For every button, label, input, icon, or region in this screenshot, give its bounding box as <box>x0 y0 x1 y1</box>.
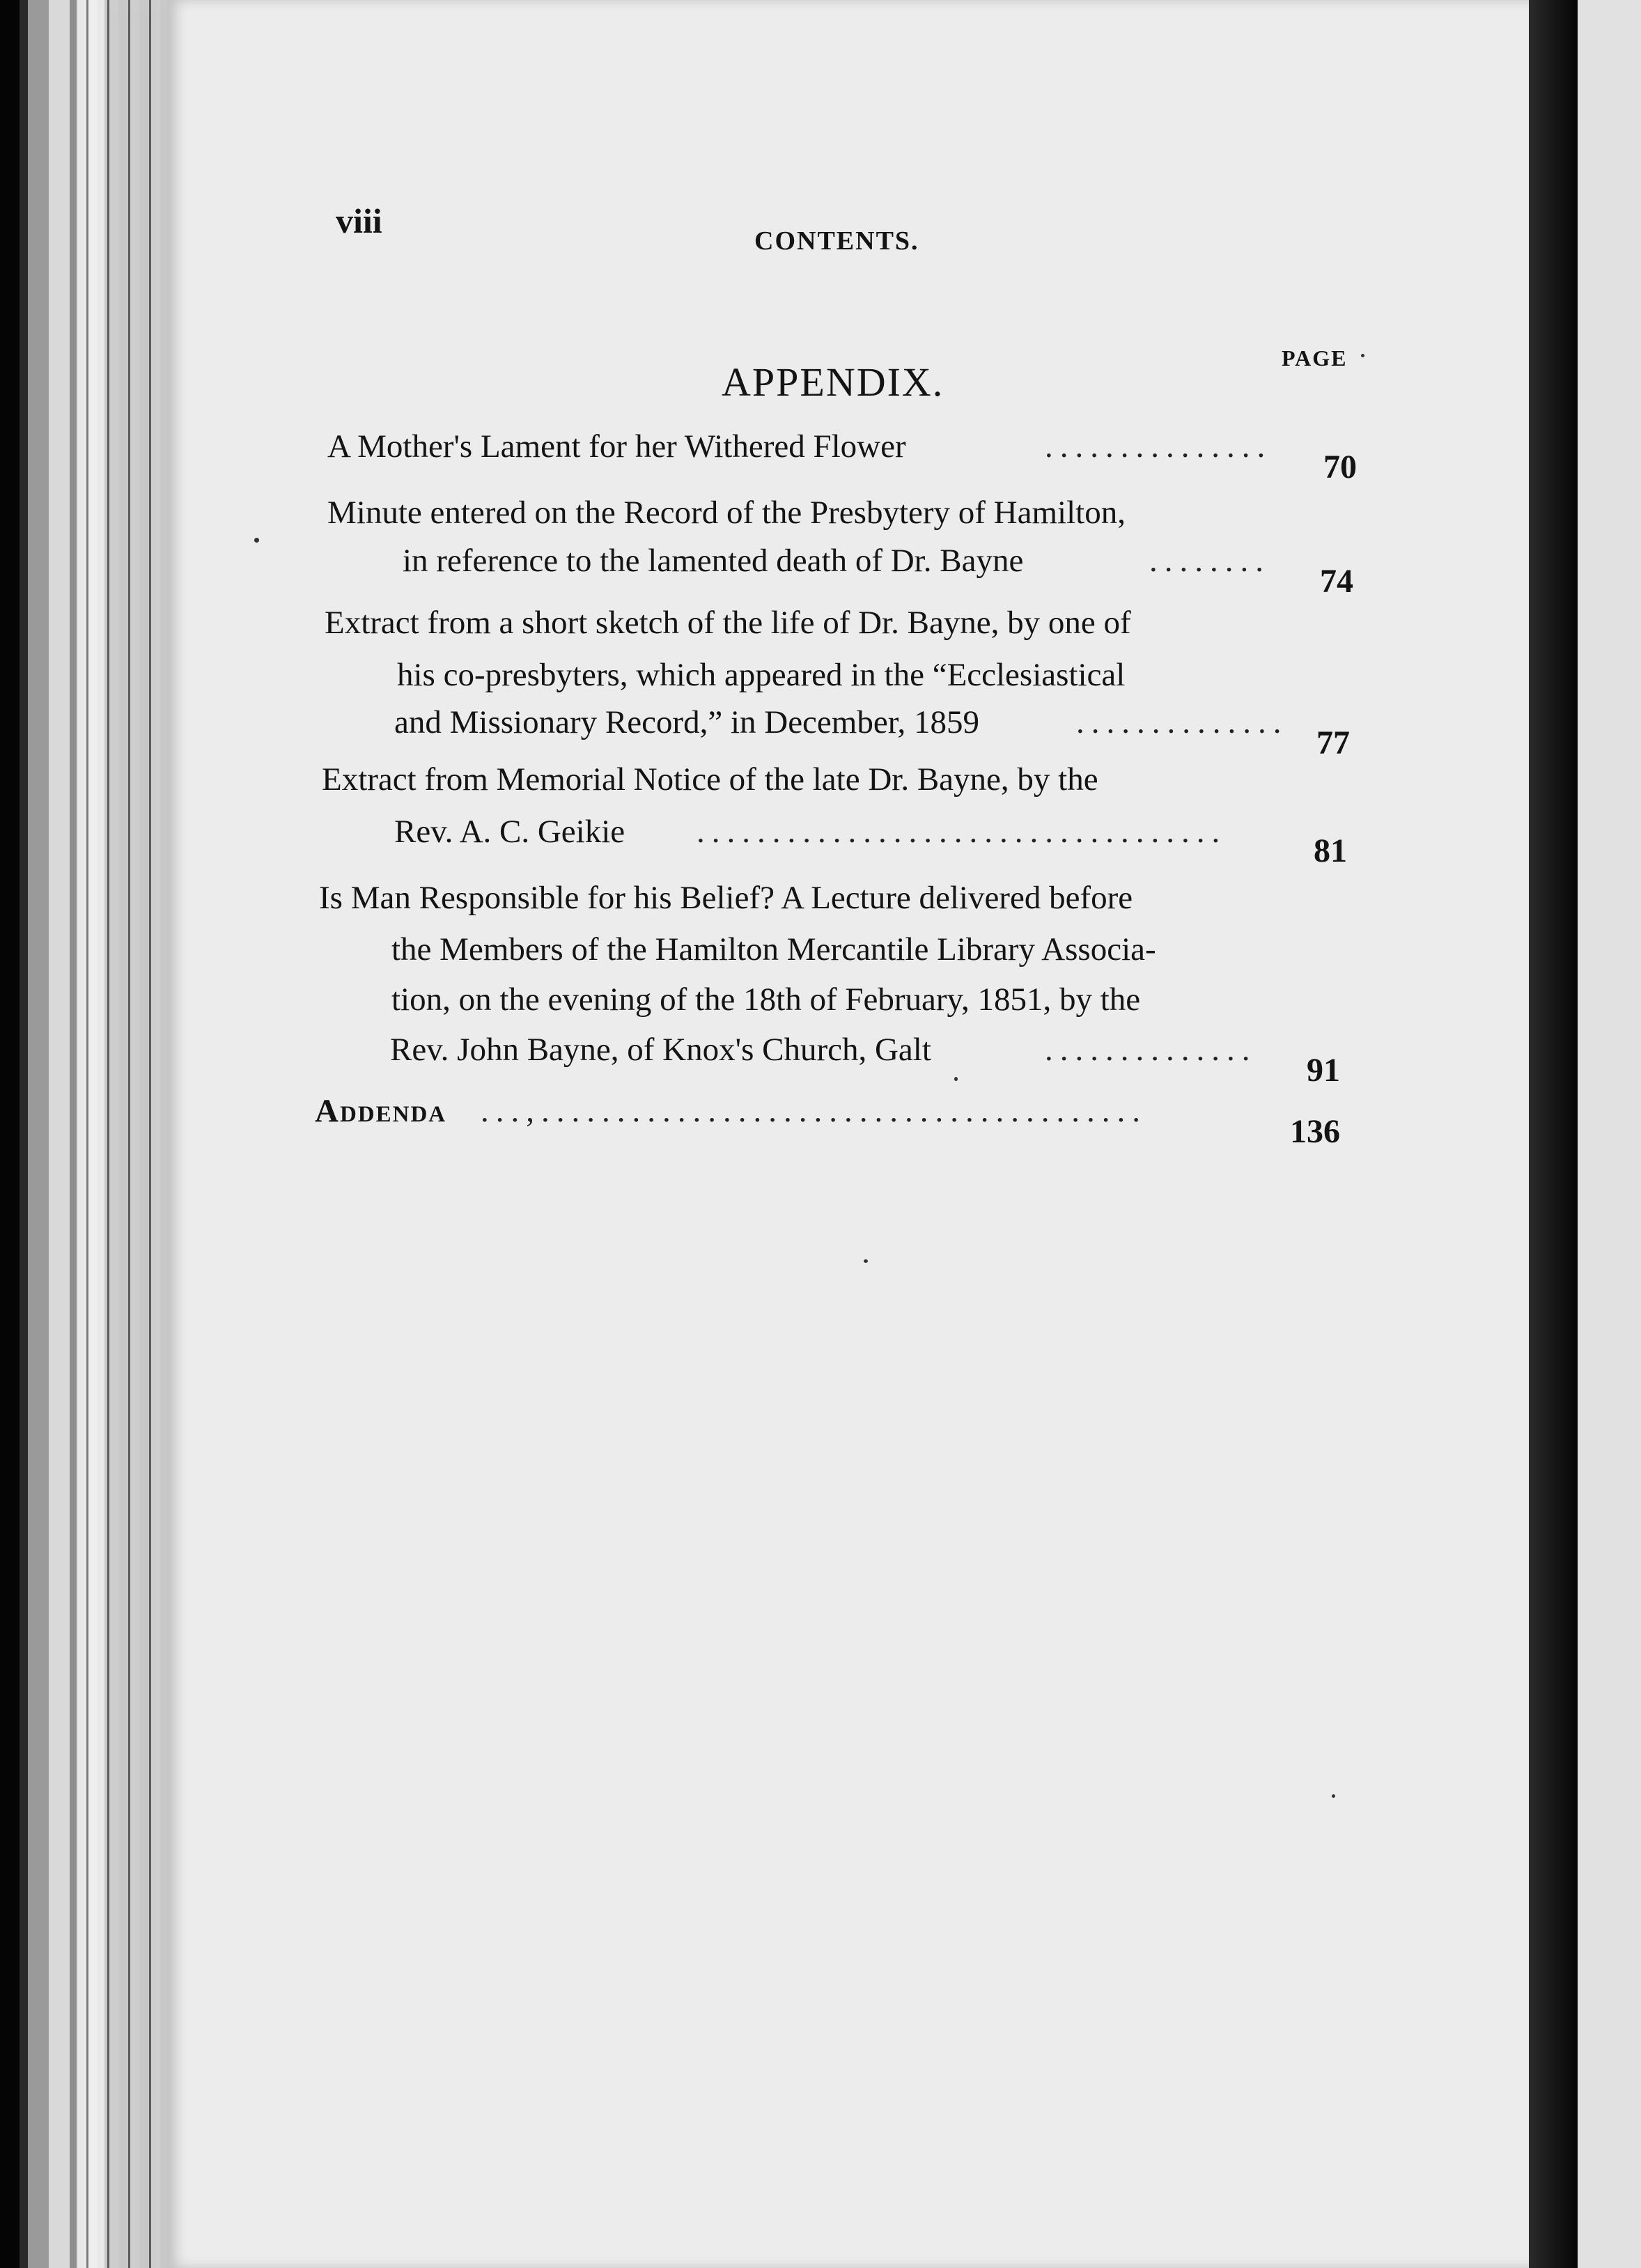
toc-page-number: 81 <box>1314 832 1347 869</box>
dot-leader: .............. <box>1045 1032 1257 1068</box>
book-gutter-shadow <box>1529 0 1578 2268</box>
dot-leader: .............. <box>1076 704 1289 740</box>
toc-page-number: 70 <box>1323 449 1357 486</box>
scan-speck <box>954 1077 958 1081</box>
toc-page-number: 74 <box>1320 563 1353 600</box>
toc-entry-line: the Members of the Hamilton Mercantile Library Associa- <box>391 931 1156 968</box>
toc-entry-line: Minute entered on the Record of the Presbytery of Hamilton, <box>327 495 1126 531</box>
toc-entry-line: in reference to the lamented death of Dr. Bayne <box>403 543 1024 579</box>
dot-leader: ............... <box>1045 428 1273 465</box>
dot-leader: ........ <box>1149 543 1270 579</box>
toc-entry-line: Extract from a short sketch of the life of Dr. Bayne, by one of <box>325 605 1131 641</box>
dot-leader: ...,........................................ <box>481 1093 1147 1129</box>
page-edges-stack <box>77 0 181 2268</box>
toc-entry-line: tion, on the evening of the 18th of February, 1851, by the <box>391 981 1141 1018</box>
toc-entry-line: Extract from Memorial Notice of the late Dr. Bayne, by the <box>322 761 1098 798</box>
toc-page-number: 136 <box>1290 1113 1340 1150</box>
page-column-label: PAGE <box>1282 345 1348 371</box>
toc-page-number: 77 <box>1316 724 1350 761</box>
toc-entry-line: Is Man Responsible for his Belief? A Lecture delivered before <box>319 880 1133 916</box>
scan-speck <box>864 1259 868 1263</box>
toc-entry-line: his co-presbyters, which appeared in the “Ecclesiastical <box>397 657 1126 693</box>
toc-entry-line: Rev. John Bayne, of Knox's Church, Galt <box>390 1032 931 1068</box>
scan-speck <box>1361 354 1364 357</box>
scan-speck <box>254 538 259 543</box>
toc-entry-line: A Mother's Lament for her Withered Flower <box>327 428 906 465</box>
section-heading: APPENDIX. <box>722 359 944 405</box>
toc-page-number: 91 <box>1307 1052 1340 1089</box>
toc-entry-line: Rev. A. C. Geikie <box>394 814 625 850</box>
scan-speck <box>1332 1794 1335 1798</box>
running-head: CONTENTS. <box>754 226 919 256</box>
facing-page-edge <box>1578 0 1641 2268</box>
toc-entry-line: Addenda <box>315 1093 447 1129</box>
page-number: viii <box>336 201 382 240</box>
toc-entry-line: and Missionary Record,” in December, 1859 <box>394 704 979 740</box>
dot-leader: ................................... <box>697 814 1227 850</box>
